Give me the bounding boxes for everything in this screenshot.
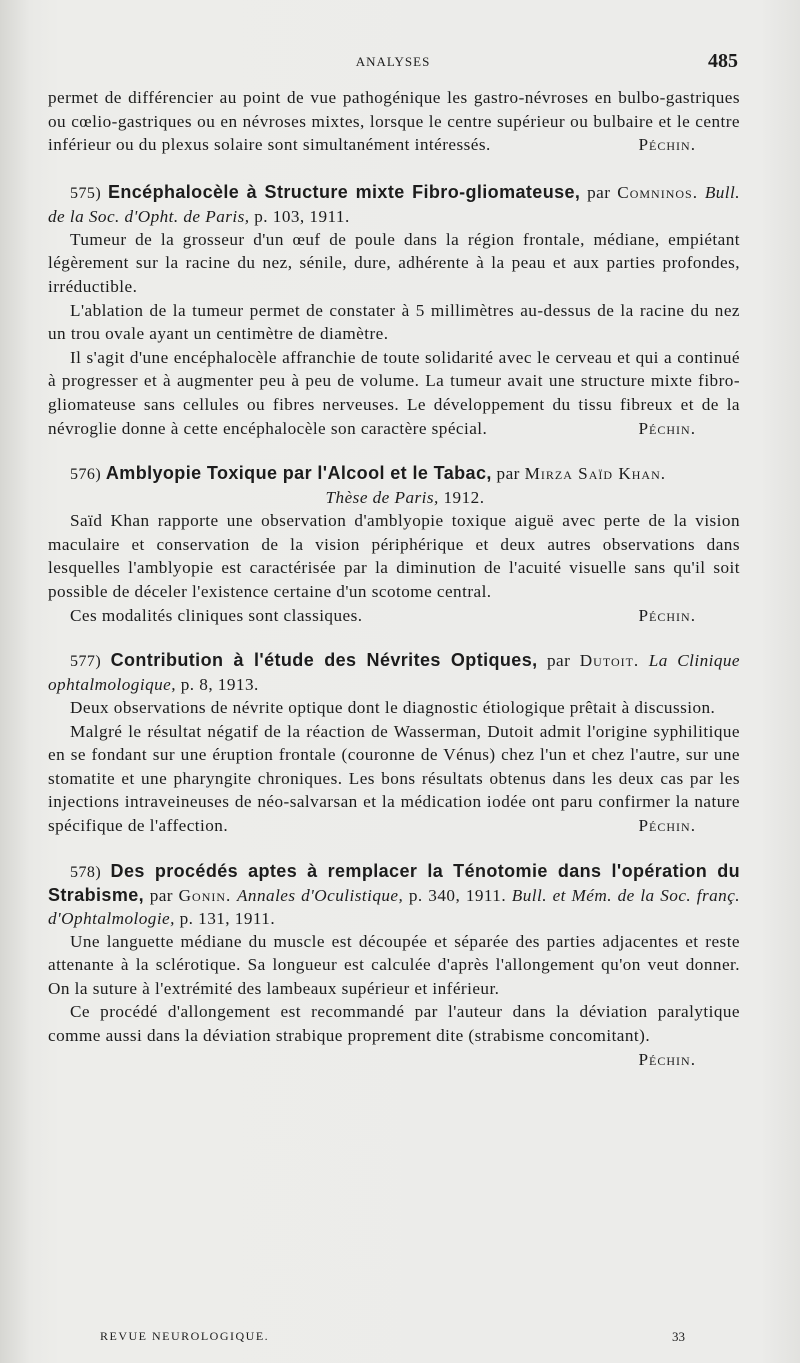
paragraph: Tumeur de la grosseur d'un œuf de poule dans la région frontale, médiane, empiétant légèrement sur la racine du nez, sénile, dure, adhérente à la peau et aux parties profondes, irréductible. [48, 229, 740, 296]
entry-source: Thèse de Paris, [325, 488, 439, 508]
paragraph: Ces modalités cliniques sont classiques. Péchin. [48, 604, 740, 628]
entry-heading: 575) Encéphalocèle à Structure mixte Fibro-gliomateuse, par Comninos. Bull. de la Soc. d'Opht. de Paris, p. 103, 1911. [48, 181, 741, 226]
abstract-578 [48, 860, 740, 1072]
entry-number: 576) [70, 466, 102, 484]
paragraph: permet de différencier au point de vue pathogénique les gastro-névroses en bulbo-gastriques ou cœlio-gastriques ou en névroses mixtes, lorsque le centre supérieur ou bulbaire et le centre inférieur ou du plexus solaire sont simultanément intéressés. Péchin. [48, 86, 740, 157]
entry-ref: 1912. [443, 488, 485, 508]
entry-number: 578) [70, 863, 102, 881]
entry-source: La Clinique ophtalmologique, [48, 651, 741, 695]
paragraph: Malgré le résultat négatif de la réaction de Wasserman, Dutoit admit l'origine syphilitique en se fondant sur une éruption frontale (couronne de Vénus) chez l'un et chez l'autre, sur une stomatite et une pharyngite chroniques. Les bons résultats obtenus dans les deux cas par les injections intraveineuses de néo-salvarsan et la médication iodée ont paru confirmer la nature spécifique de l'affection. Péchin. [48, 720, 740, 838]
entry-source: Bull. de la Soc. d'Opht. de Paris, [48, 182, 741, 226]
entry-ref: p. 8, 1913. [180, 675, 259, 695]
paragraph: Ce procédé d'allongement est recommandé par l'auteur dans la déviation paralytique comme aussi dans la déviation strabique proprement dite (strabisme concomitant). Péchin. [48, 1000, 740, 1047]
paragraph: Saïd Khan rapporte une observation d'amblyopie toxique aiguë avec perte de la vision maculaire et conservation de la vision périphérique et deux autres observations dans lesquelles l'amblyopie est caractérisée par la diminution de l'acuité visuelle sans qu'il soit possible de déceler l'existence certaine d'un scotome central. [48, 511, 740, 601]
entry-title: Des procédés aptes à remplacer la Ténotomie dans l'opération du Strabisme, [48, 860, 741, 905]
page-footer [100, 1329, 685, 1347]
entry-ref: p. 103, 1911. [254, 206, 350, 226]
entry-title: Contribution à l'étude des Névrites Optiques, [110, 650, 538, 671]
abstract-576 [48, 462, 740, 627]
entry-ref: p. 340, 1911. [408, 885, 507, 905]
abstract-577 [48, 649, 740, 838]
entry-author: Gonin. [178, 885, 232, 905]
entry-source-2: Bull. et Mém. de la Soc. franç. d'Ophtalmologie, [48, 885, 741, 928]
entry-author: Mirza Saïd Khan. [524, 464, 667, 484]
intro-continuation [48, 86, 740, 157]
signature: Péchin. [638, 418, 696, 438]
entry-number: 577) [70, 653, 102, 671]
signature: Péchin. [638, 135, 696, 155]
paragraph: Deux observations de névrite optique dont le diagnostic étiologique prêtait à discussion. [70, 698, 716, 718]
paragraph: Il s'agit d'une encéphalocèle affranchie de toute solidarité avec le cerveau et qui a continué à progresser et à augmenter peu à peu de volume. La tumeur avait une structure mixte fibro-gliomateuse sans cellules ou fibres nerveuses. Le développement du tissu fibreux et de la névroglie donne à cette encéphalocèle son caractère spécial. Péchin. [48, 346, 740, 440]
running-title: ANALYSES [355, 54, 431, 69]
entry-heading: 576) Amblyopie Toxique par l'Alcool et le Tabac, par Mirza Saïd Khan. Thèse de Paris, 1912. [70, 463, 667, 508]
entry-heading: 577) Contribution à l'étude des Névrites Optiques, par Dutoit. La Clinique ophtalmologique, p. 8, 1913. [48, 650, 741, 695]
paragraph: L'ablation de la tumeur permet de constater à 5 millimètres au-dessus de la racine du nez un trou ovale ayant un centimètre de diamètre. [48, 300, 740, 344]
entry-author: Comninos. [617, 182, 698, 202]
entry-author: Dutoit. [579, 651, 640, 671]
entry-title: Amblyopie Toxique par l'Alcool et le Tabac, [105, 463, 492, 484]
body-text [48, 86, 740, 1071]
abstract-575 [48, 181, 740, 440]
paragraph: Une languette médiane du muscle est découpée et séparée des parties adjacentes et reste attenante à la sclérotique. Sa longueur est calculée d'après l'allongement qu'on veut donner. On la suture à l'extrémité des lambeaux supérieur et inférieur. [48, 931, 740, 998]
entry-ref-2: p. 131, 1911. [179, 908, 276, 928]
entry-number: 575) [70, 184, 102, 202]
entry-heading: 578) Des procédés aptes à remplacer la Ténotomie dans l'opération du Strabisme, par Gonin. Annales d'Oculistique, p. 340, 1911. Bull. et Mém. de la Soc. franç. d'Ophtalmologie, p. 131, 1911. [48, 860, 741, 928]
entry-title: Encéphalocèle à Structure mixte Fibro-gliomateuse, [107, 181, 581, 202]
journal-name: REVUE NEUROLOGIQUE. [100, 1329, 270, 1343]
entry-source: Annales d'Oculistique, [236, 885, 404, 905]
signature: Péchin. [638, 816, 696, 836]
signature: Péchin. [638, 1049, 696, 1069]
page-number: 485 [708, 50, 738, 72]
signature: Péchin. [638, 605, 696, 625]
signature-mark: 33 [672, 1329, 685, 1344]
running-head [48, 50, 738, 74]
